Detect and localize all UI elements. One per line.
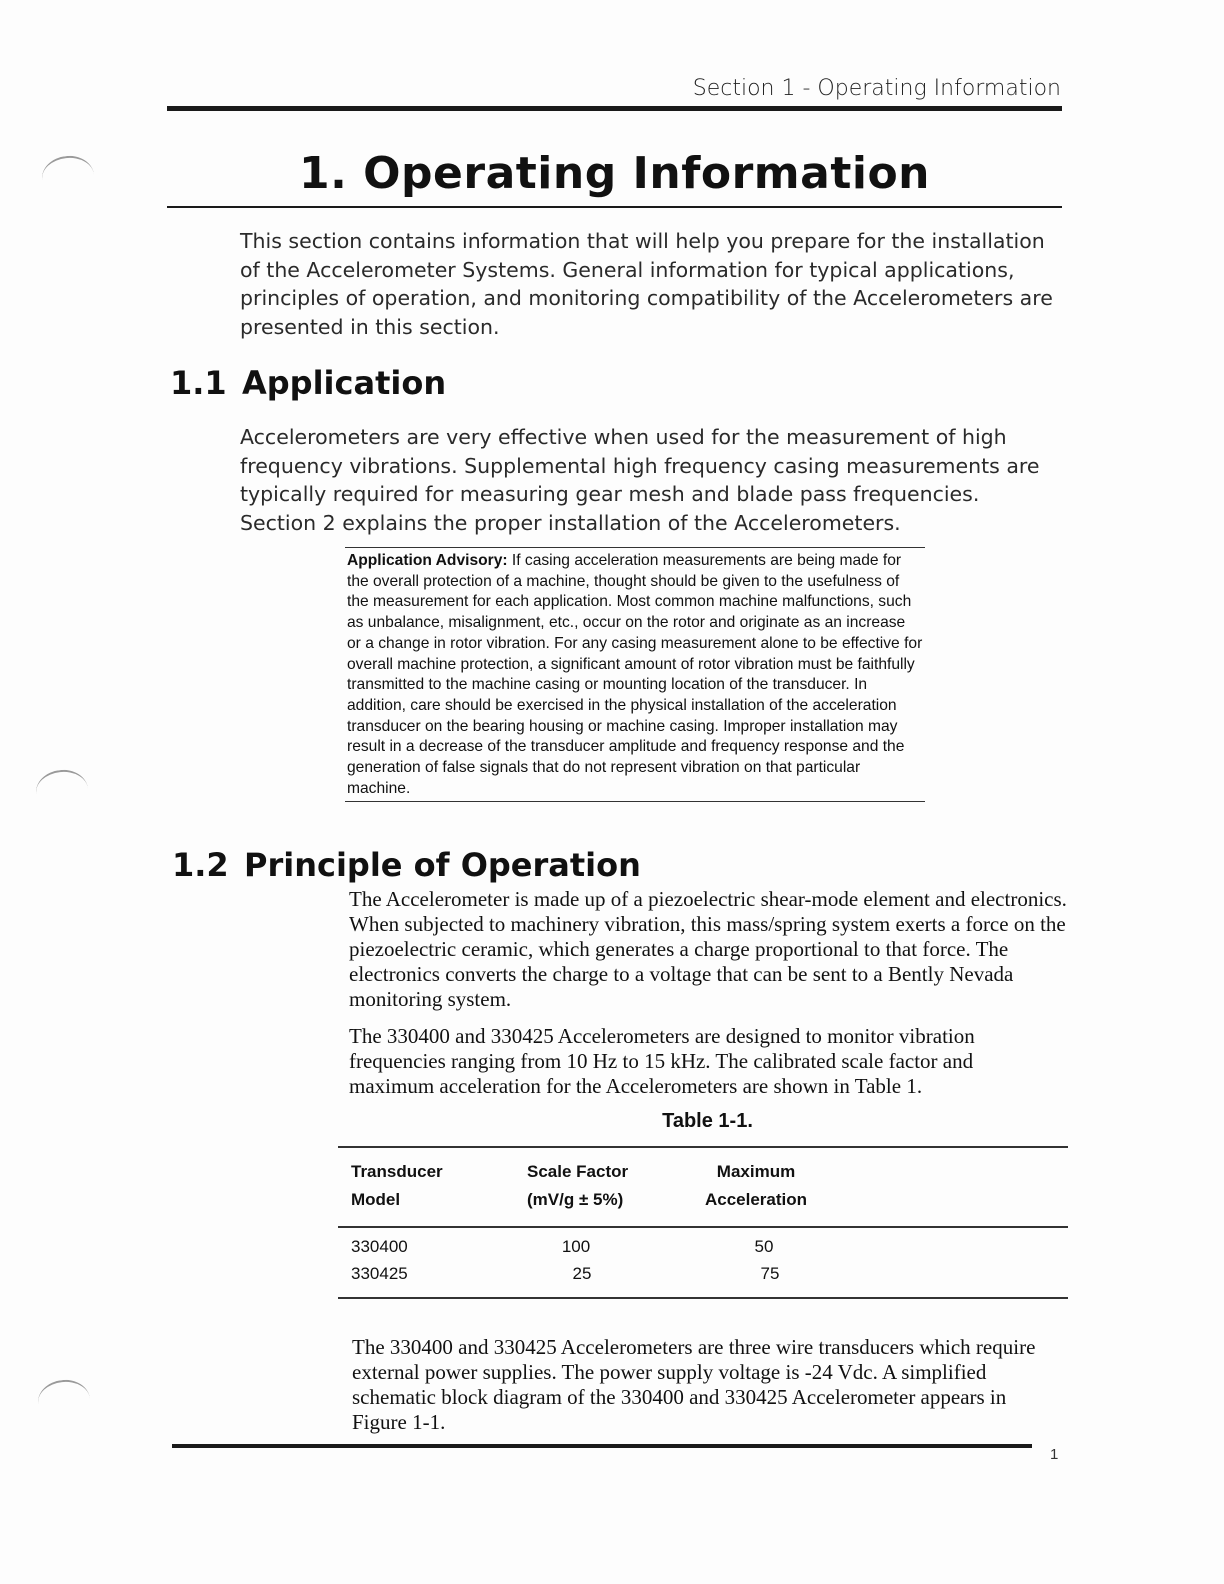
table-header-scale-factor — [527, 1158, 628, 1214]
table-cell-scale-factor: 25 — [572, 1264, 592, 1283]
header-line: Model — [351, 1190, 401, 1209]
table-cell-scale-factor: 100 — [561, 1237, 591, 1256]
section-title: Principle of Operation — [244, 846, 641, 884]
advisory-text: If casing acceleration measurements are being made for the overall protection of a machine, thought should be given to the usefulness of the measurement for each application. Most common machine malfunctions, such as unbalance, misalignment, etc., occur on the rotor and originate as an increase or a change in rotor vibration. For any casing measurement alone to be effective for overall machine protection, a significant amount of rotor vibration must be faithfully transmitted to the machine casing or mounting location of the transducer. In addition, care should be exercised in the physical installation of the acceleration transducer on the bearing housing or machine casing. Improper installation may result in a decrease of the transducer amplitude and frequency response and the generation of false signals that do not represent vibration on that particular machine. — [347, 552, 923, 797]
footer-rule — [172, 1444, 1032, 1448]
header-line: (mV/g ± 5%) — [527, 1190, 624, 1209]
running-header: Section 1 - Operating Information — [692, 76, 1061, 101]
table-caption: Table 1-1. — [662, 1110, 753, 1132]
binder-hole-bottom — [36, 1377, 92, 1424]
section-title: Application — [242, 364, 447, 402]
header-line: Transducer — [351, 1162, 443, 1181]
title-rule — [167, 206, 1062, 208]
table-cell-max-acceleration: 75 — [760, 1264, 780, 1283]
application-paragraph: Accelerometers are very effective when used for the measurement of high frequency vibrations. Supplemental high frequency casing measurements are typically required for measuring gear mesh and blade pass frequencies. Section 2 explains the proper installation of the Accelerometers. — [240, 425, 1040, 535]
principle-paragraph-1: The Accelerometer is made up of a piezoelectric shear-mode element and electronics. When subjected to machinery vibration, this mass/spring system exerts a force on the piezoelectric ceramic, which generates a charge proportional to that force. The electronics converts the charge to a voltage that can be sent to a Bently Nevada monitoring system. — [349, 887, 1067, 1011]
table-cell-model: 330425 — [351, 1264, 408, 1283]
header-rule — [167, 106, 1062, 111]
section-number: 1.2 — [172, 846, 229, 884]
binder-hole-top — [40, 153, 96, 200]
header-line: Maximum — [716, 1162, 796, 1181]
advisory-label: Application Advisory: — [347, 552, 508, 569]
table-header-max-acceleration — [700, 1158, 812, 1214]
chapter-title: 1. Operating Information — [298, 148, 930, 199]
section-number: 1.1 — [170, 364, 227, 402]
application-advisory — [345, 547, 925, 802]
binder-hole-middle — [34, 767, 90, 814]
intro-paragraph: This section contains information that will help you prepare for the installation of the Accelerometer Systems. General information for typical applications, principles of operation, and monitoring compatibility of the Accelerometers are presented in this section. — [240, 229, 1053, 339]
table-header-rule — [338, 1226, 1068, 1228]
header-line: Scale Factor — [527, 1162, 629, 1181]
table-bottom-rule — [338, 1297, 1068, 1299]
table-cell-model: 330400 — [351, 1237, 408, 1256]
header-line: Acceleration — [704, 1190, 808, 1209]
table-top-rule — [338, 1146, 1068, 1148]
page-number: 1 — [1050, 1446, 1059, 1463]
section-heading-application — [170, 364, 446, 402]
table-cell-max-acceleration: 50 — [754, 1237, 774, 1256]
table-header-model — [351, 1158, 443, 1214]
principle-paragraph-2: The 330400 and 330425 Accelerometers are designed to monitor vibration frequencies ranging from 10 Hz to 15 kHz. The calibrated scale factor and maximum acceleration for the Accelerometers are shown in Table 1. — [349, 1024, 975, 1098]
section-heading-principle — [172, 846, 641, 884]
principle-paragraph-3: The 330400 and 330425 Accelerometers are three wire transducers which require external power supplies. The power supply voltage is -24 Vdc. A simplified schematic block diagram of the 330400 and 330425 Accelerometer appears in Figure 1-1. — [352, 1335, 1036, 1434]
